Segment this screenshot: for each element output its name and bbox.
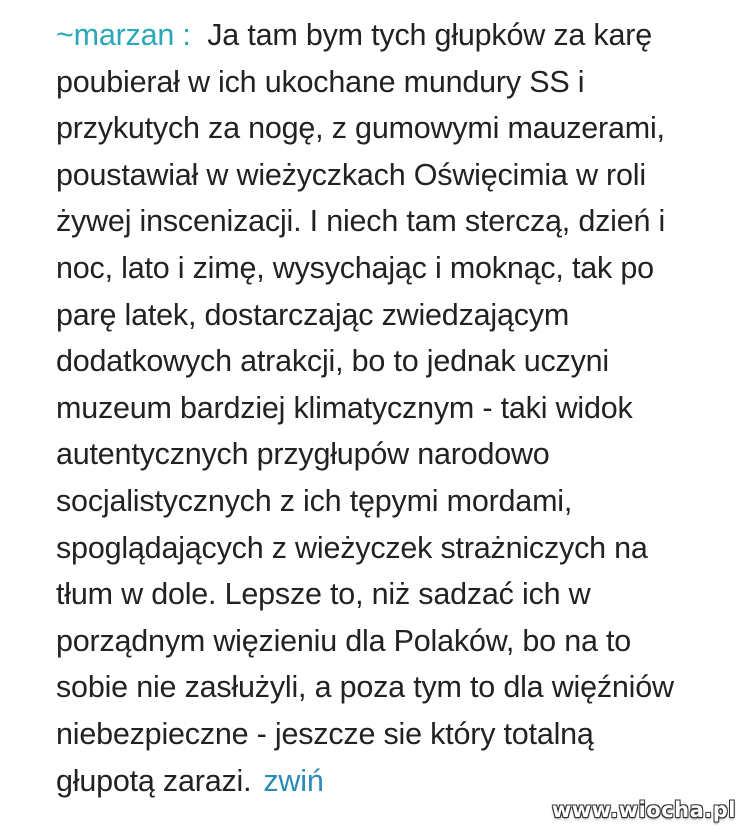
comment-text: muzeum bardziej klimatycznym - taki widok — [56, 390, 633, 425]
comment — [56, 12, 736, 804]
comment-text: autentycznych przygłupów narodowo — [56, 437, 550, 472]
comment-text: Ja tam bym tych głupków za karę — [207, 18, 652, 52]
watermark: www.wiocha.pl — [551, 798, 736, 822]
comment-text: przykutych za nogę, z gumowymi mauzerami, — [56, 111, 665, 146]
collapse-link[interactable]: zwiń — [263, 763, 324, 798]
comment-text: spoglądających z wieżyczek strażniczych na — [56, 530, 648, 565]
comment-text: parę latek, dostarczając zwiedzającym — [56, 297, 570, 332]
comment-text: głupotą zarazi. — [56, 763, 252, 798]
comment-author[interactable]: ~marzan — [56, 18, 175, 52]
comment-text: poubierał w ich ukochane mundury SS i — [56, 64, 585, 99]
comment-text: tłum w dole. Lepsze to, niż sadzać ich w — [56, 577, 591, 612]
comment-text: dodatkowych atrakcji, bo to jednak uczyni — [56, 344, 609, 379]
comment-text: socjalistycznych z ich tępymi mordami, — [56, 483, 573, 518]
comment-text: niebezpieczne - jeszcze sie który totalną — [56, 716, 594, 751]
comment-text: porządnym więzieniu dla Polaków, bo na to — [56, 623, 632, 658]
comment-text: poustawiał w wieżyczkach Oświęcimia w roli — [56, 157, 646, 192]
author-separator: : — [182, 18, 191, 52]
comment-text: żywej inscenizacji. I niech tam sterczą, dzień i — [56, 204, 666, 239]
comment-text: noc, lato i zimę, wysychając i moknąc, tak po — [56, 250, 654, 285]
comment-line-1 — [56, 12, 736, 59]
comment-text: sobie nie zasłużyli, a poza tym to dla więźniów — [56, 670, 674, 705]
